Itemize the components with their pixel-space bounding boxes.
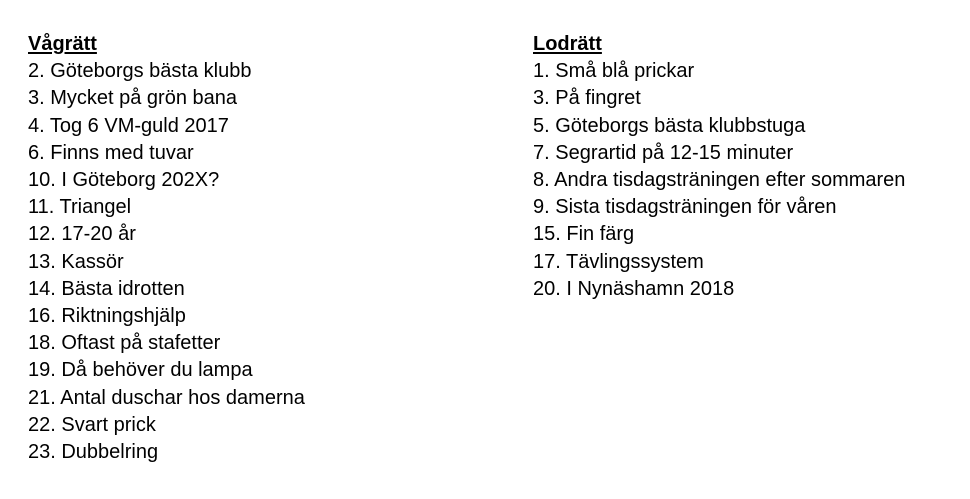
clue-item: 11. Triangel (28, 196, 132, 219)
down-heading: Lodrätt (533, 33, 602, 55)
clue-item: 10. I Göteborg 202X? (28, 169, 220, 192)
down-clue-list (533, 58, 970, 303)
clue-item: 17. Tävlingssystem (533, 250, 704, 273)
clue-item: 13. Kassör (28, 250, 124, 273)
clue-item: 8. Andra tisdagsträningen efter sommaren (533, 169, 906, 192)
clue-item: 7. Segrartid på 12-15 minuter (533, 141, 794, 164)
clue-item: 22. Svart prick (28, 413, 156, 436)
clue-item: 14. Bästa idrotten (28, 277, 185, 300)
clue-item: 9. Sista tisdagsträningen för våren (533, 196, 837, 219)
clue-item: 18. Oftast på stafetter (28, 332, 221, 355)
across-column (28, 31, 508, 466)
clue-item: 3. På fingret (533, 87, 641, 110)
across-heading: Vågrätt (28, 33, 97, 55)
clue-item: 3. Mycket på grön bana (28, 87, 238, 110)
clue-item: 19. Då behöver du lampa (28, 359, 253, 382)
clue-item: 20. I Nynäshamn 2018 (533, 277, 735, 300)
across-clue-list (28, 58, 508, 466)
clue-item: 4. Tog 6 VM-guld 2017 (28, 114, 229, 137)
clue-item: 16. Riktningshjälp (28, 305, 186, 328)
clue-item: 23. Dubbelring (28, 441, 159, 464)
clue-item: 2. Göteborgs bästa klubb (28, 60, 252, 83)
clue-item: 21. Antal duschar hos damerna (28, 386, 305, 409)
clue-item: 6. Finns med tuvar (28, 141, 194, 164)
down-column (533, 31, 970, 303)
clue-item: 1. Små blå prickar (533, 60, 695, 83)
clue-item: 15. Fin färg (533, 223, 635, 246)
clue-item: 5. Göteborgs bästa klubbstuga (533, 114, 806, 137)
clue-item: 12. 17-20 år (28, 223, 136, 246)
